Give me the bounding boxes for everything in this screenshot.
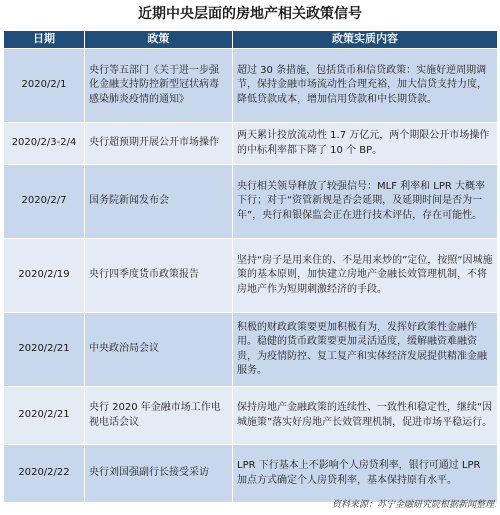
table-row: [4, 445, 498, 503]
policy-table: [3, 30, 498, 503]
table-row: [4, 387, 498, 445]
row-policy: 央行四季度货币政策报告: [85, 239, 233, 313]
row-policy: 国务院新闻发布会: [85, 165, 233, 239]
row-date: 2020/2/22: [4, 445, 85, 503]
table-row: [4, 165, 498, 239]
row-policy: 央行 2020 年金融市场工作电视电话会议: [85, 387, 233, 445]
table-row: [4, 123, 498, 165]
table-row: [4, 49, 498, 123]
table-row: [4, 239, 498, 313]
row-content: 积极的财政政策要更加积极有为，发挥好政策性金融作用。稳健的货币政策要更加灵活适度，缓解融资难融资贵，为疫情防控、复工复产和实体经济发展提供精准金融服务。: [233, 313, 498, 387]
row-date: 2020/2/7: [4, 165, 85, 239]
row-policy: 中央政治局会议: [85, 313, 233, 387]
page-title: 近期中央层面的房地产相关政策信号: [138, 6, 362, 22]
row-content: 超过 30 条措施，包括货币和信贷政策：实施好逆周期调节，保持金融市场流动性合理充裕，加大信贷支持力度，降低贷款成本，增加信用贷款和中长期贷款。: [233, 49, 498, 123]
table-row: [4, 313, 498, 387]
row-policy: 央行超预期开展公开市场操作: [85, 123, 233, 165]
row-policy: 央行刘国强副行长接受采访: [85, 445, 233, 503]
row-date: 2020/2/21: [4, 387, 85, 445]
row-content: 两天累计投放流动性 1.7 万亿元，两个期限公开市场操作的中标利率都下降了 10 个 BP。: [233, 123, 498, 165]
table-header-row: [4, 31, 498, 49]
row-content: 保持房地产金融政策的连续性、一致性和稳定性，继续“因城施策”落实好房地产长效管理机制，促进市场平稳运行。: [233, 387, 498, 445]
row-date: 2020/2/1: [4, 49, 85, 123]
row-date: 2020/2/19: [4, 239, 85, 313]
header-date: 日期: [4, 31, 85, 49]
source-note: 资料来源：苏宁金融研究院根据新闻整理: [331, 500, 494, 510]
row-content: LPR 下行基本上不影响个人房贷利率，银行可通过 LPR 加点方式确定个人房贷利率，基本保持原有水平。: [233, 445, 498, 503]
row-content: 央行相关领导释放了较强信号：MLF 利率和 LPR 大概率下行；对于“资管新规是否会延期，及延期时间是否为一年”，央行和银保监会正在进行技术评估，存在可能性。: [233, 165, 498, 239]
row-date: 2020/2/3-2/4: [4, 123, 85, 165]
header-policy: 政策: [85, 31, 233, 49]
row-content: 坚持“房子是用来住的、不是用来炒的”定位，按照“因城施策的基本原则，加快建立房地产金融长效管理机制，不将房地产作为短期刺激经济的手段。: [233, 239, 498, 313]
row-policy: 央行等五部门《关于进一步强化金融支持防控新型冠状病毒感染肺炎疫情的通知》: [85, 49, 233, 123]
header-content: 政策实质内容: [233, 31, 498, 49]
row-date: 2020/2/21: [4, 313, 85, 387]
